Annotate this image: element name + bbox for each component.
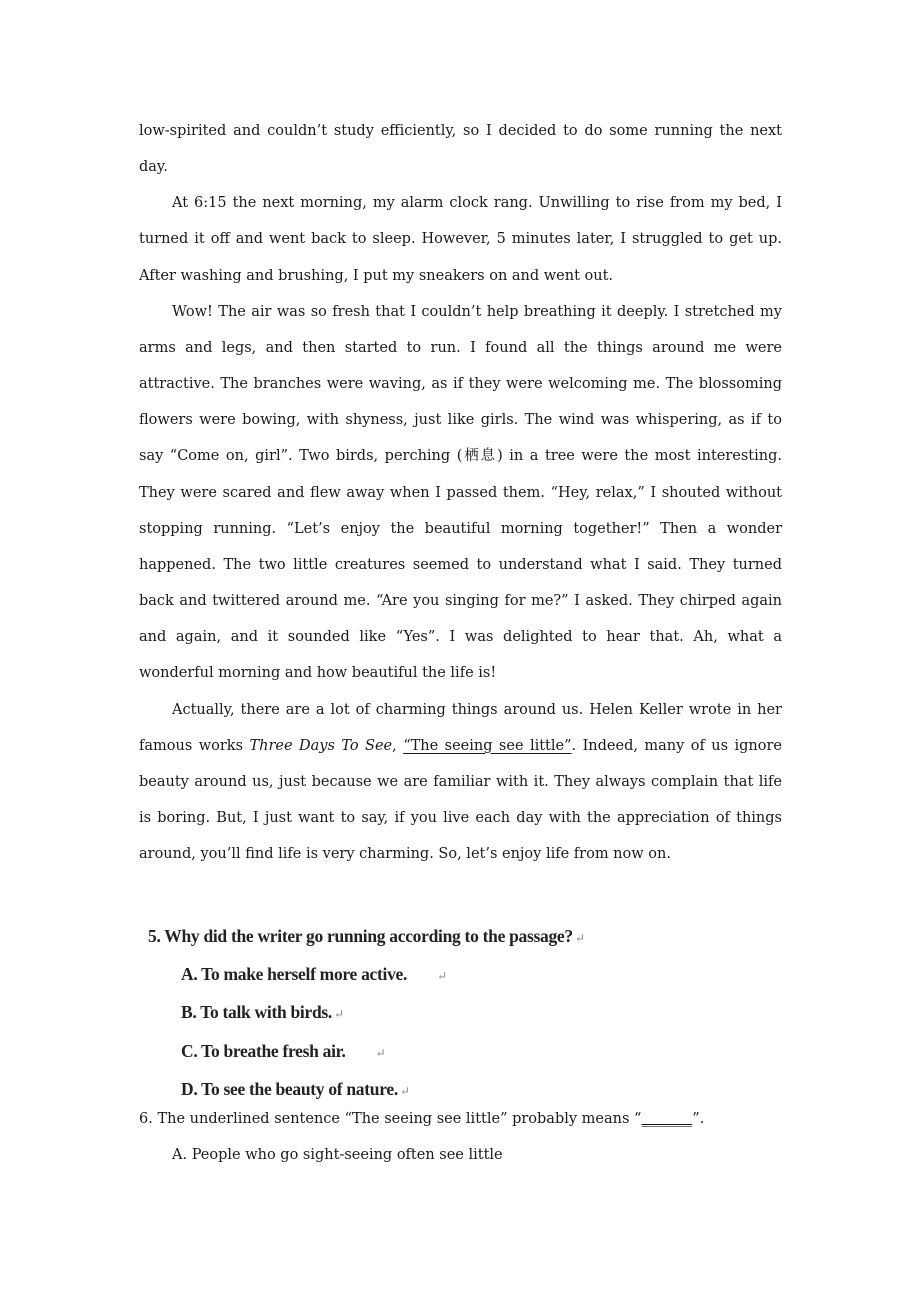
paragraph-3: Wow! The air was so fresh that I couldn’t help breathing it deeply. I stretched my arms and legs, and then started to run. I found all the things around me were attractive. The branches were waving, as if they were welcoming me. The blossoming flowers were bowing, with shyness, just like girls. The wind was whispering, as if to say “Come on, girl”. Two birds, perching (栖息) in a tree were the most interesting. They were scared and flew away when I passed them. “Hey, relax,” I shouted without stopping running. “Let’s enjoy the beautiful morning together!” Then a wonder happened. The two little creatures seemed to understand what I said. They turned back and twittered around me. “Are you singing for me?” I asked. They chirped again and again, and it sounded like “Yes”. I was delighted to hear that. Ah, what a wonderful morning and how beautiful the life is!: [139, 303, 782, 682]
book-title: Three Days To See: [249, 737, 393, 754]
question-5-option-c: [181, 1033, 585, 1071]
return-mark-icon: ↵: [399, 1083, 410, 1098]
answer-blank: _______: [641, 1111, 693, 1127]
option-a-text: A. To make herself more active.: [181, 964, 408, 985]
question-6: [139, 1101, 782, 1173]
paragraph-4-text-b: ,: [392, 737, 404, 754]
question-6-stem-text-a: 6. The underlined sentence “The seeing see little” probably means “: [139, 1111, 642, 1127]
question-6-stem-text-b: ”.: [692, 1111, 705, 1127]
question-6-option-a: A. People who go sight-seeing often see little: [172, 1147, 503, 1164]
paragraph-4: [139, 692, 782, 873]
question-5-stem-text: 5. Why did the writer go running according to the passage?: [148, 926, 573, 946]
reading-passage: [139, 113, 782, 872]
option-d-text: D. To see the beauty of nature.: [181, 1078, 398, 1099]
underlined-sentence: “The seeing see little”: [403, 737, 572, 754]
paragraph-2: At 6:15 the next morning, my alarm clock rang. Unwilling to rise from my bed, I turned it off and went back to sleep. However, 5 minutes later, I struggled to get up. After washing and brushing, I put my sneakers on and went out.: [139, 195, 782, 284]
question-5: [148, 918, 585, 1109]
return-mark-icon: ↵: [574, 931, 585, 945]
paragraph-4-text-a: Actually, there are a lot of charming things around us. Helen Keller wrote in her famous works: [139, 701, 782, 754]
paragraph-1: low-spirited and couldn’t study efficiently, so I decided to do some running the next day.: [139, 123, 782, 176]
question-5-option-b: [181, 994, 585, 1032]
question-5-option-a: [181, 956, 585, 994]
question-5-stem: [148, 918, 585, 956]
question-6-stem: [139, 1101, 782, 1137]
paragraph-4-text-c: . Indeed, many of us ignore beauty around us, just because we are familiar with it. They always complain that life is boring. But, I just want to say, if you live each day with the appreciation of things around, you’ll find life is very charming. So, let’s enjoy life from now on.: [139, 737, 783, 863]
return-mark-icon: ↵: [375, 1045, 386, 1060]
return-mark-icon: ↵: [437, 969, 447, 984]
return-mark-icon: ↵: [333, 1007, 344, 1022]
option-b-text: B. To talk with birds.: [181, 1002, 332, 1023]
option-c-text: C. To breathe fresh air.: [181, 1040, 346, 1061]
